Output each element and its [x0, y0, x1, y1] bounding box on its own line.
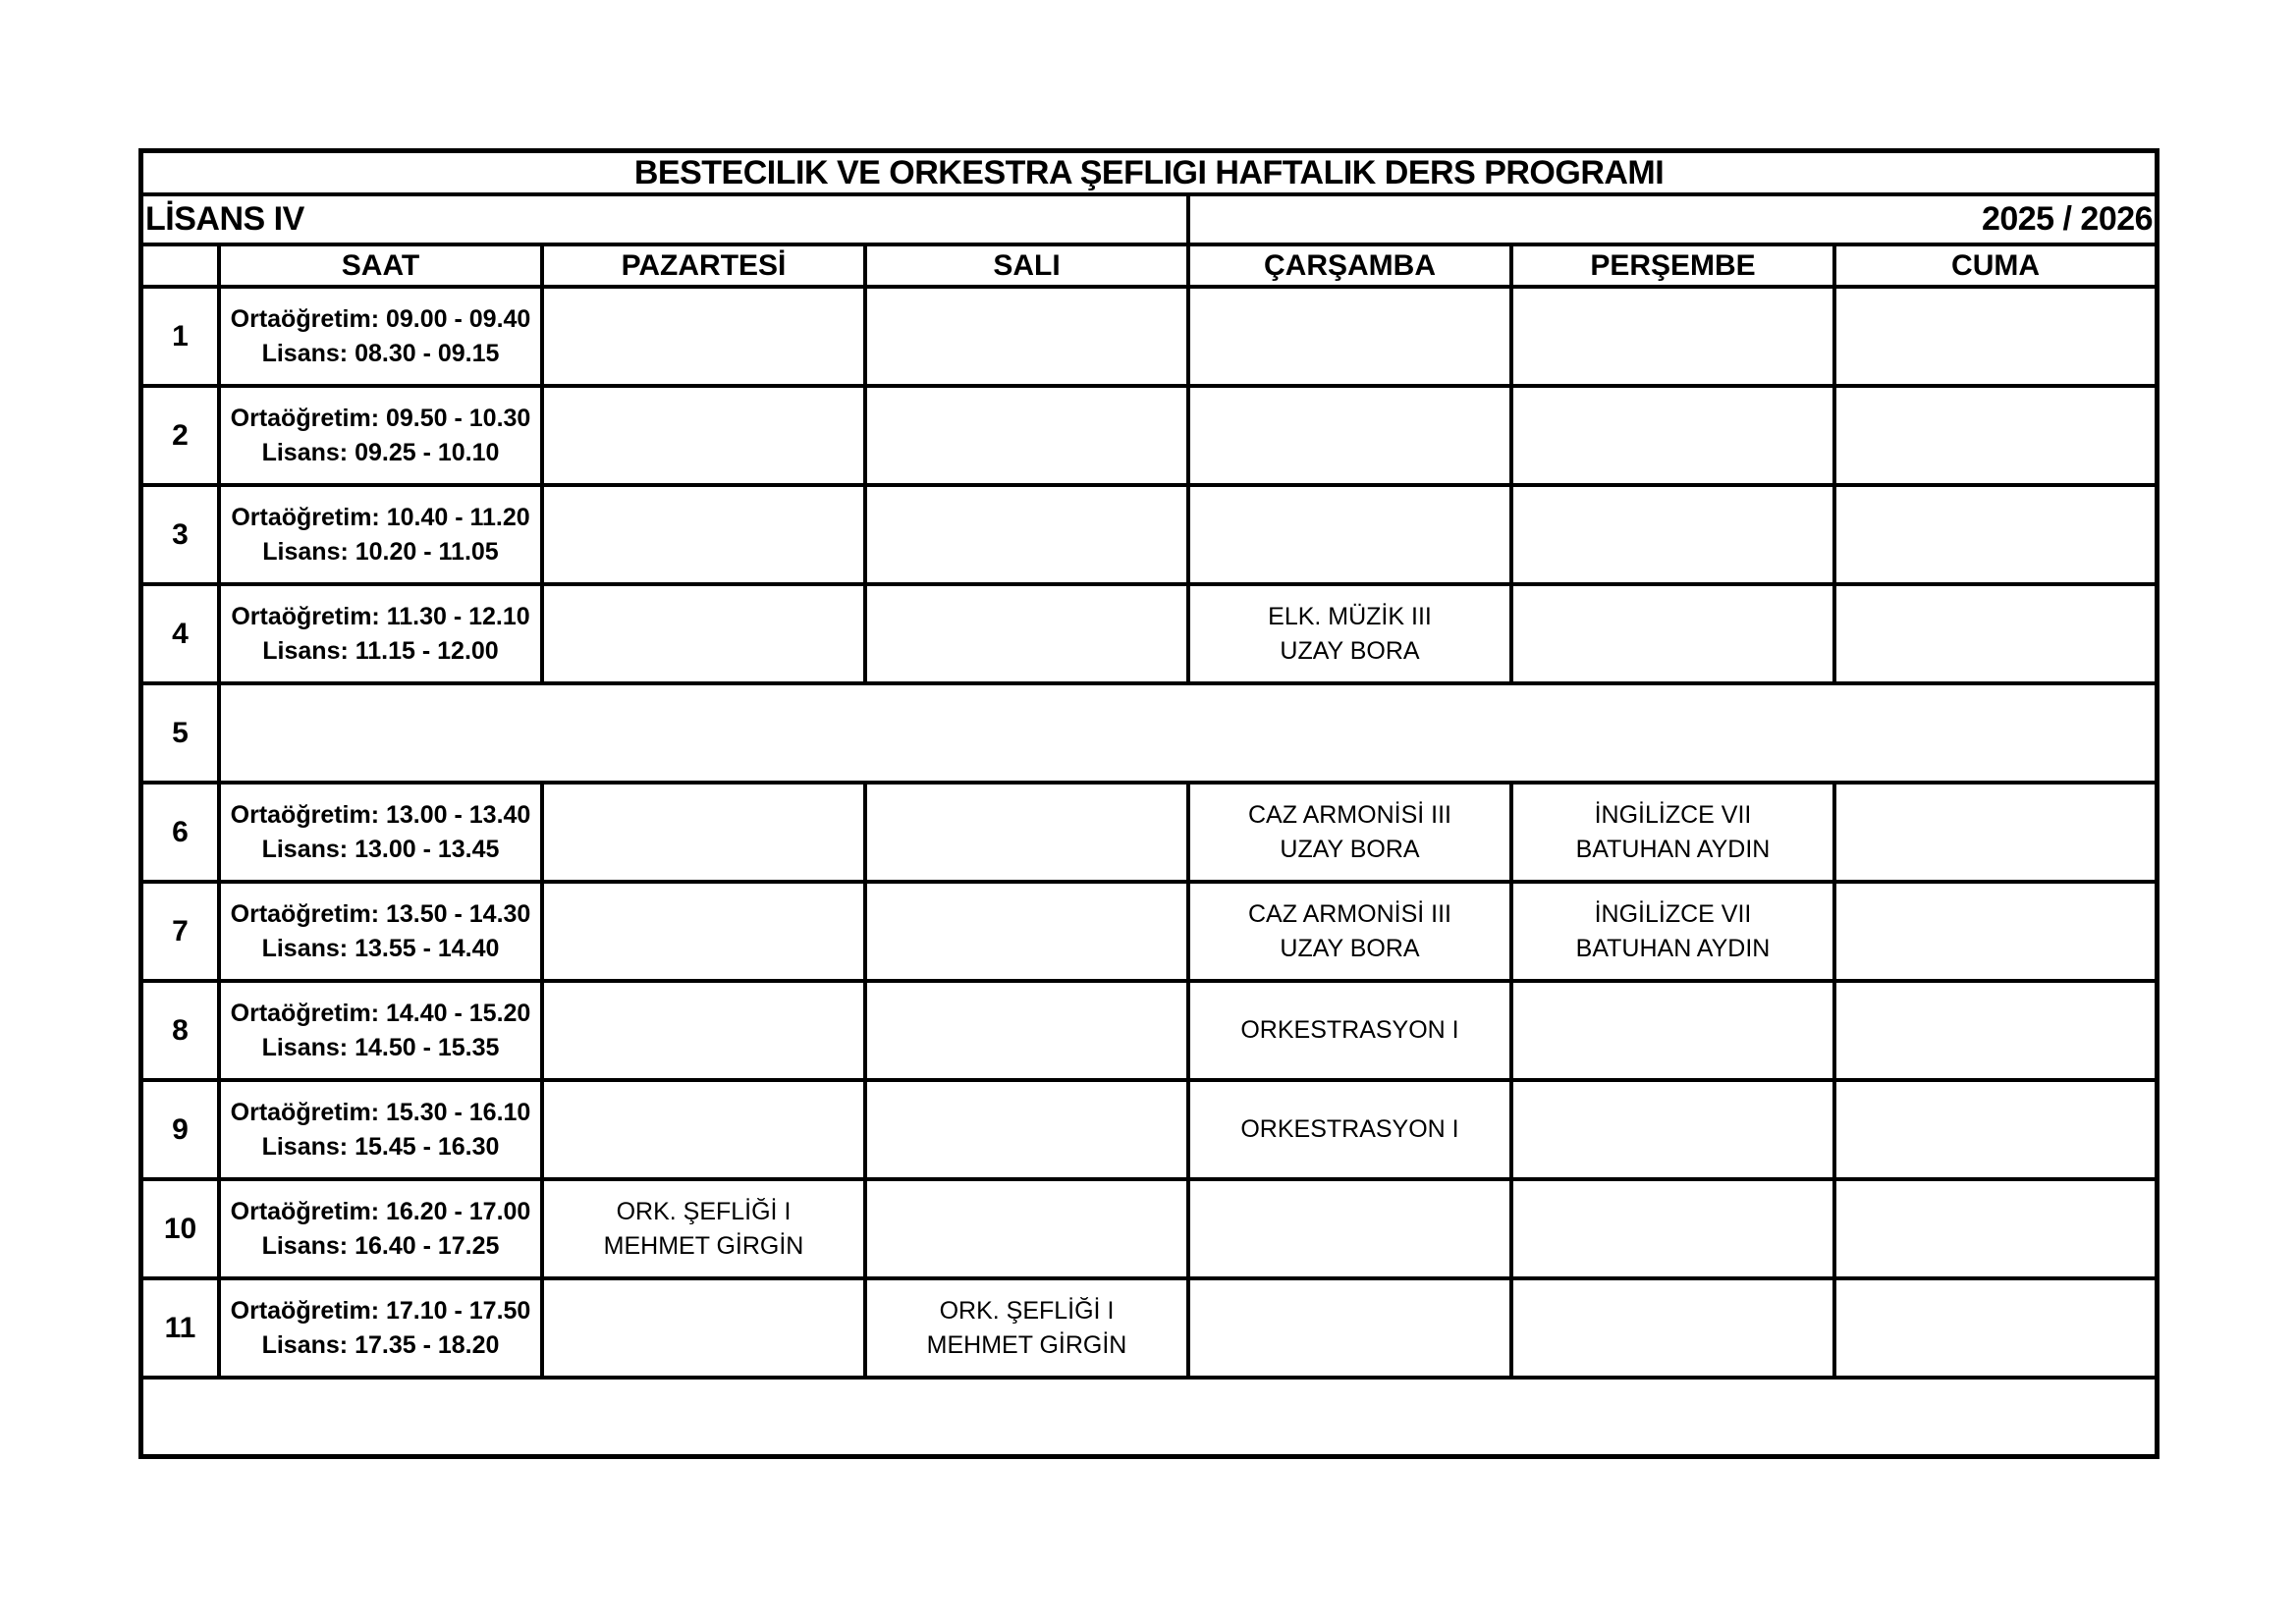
undergraduate-time: Lisans: 13.55 - 14.40: [261, 934, 500, 962]
time-cell: [219, 882, 542, 981]
course-cell: [1188, 584, 1511, 683]
course-cell: [1511, 783, 1834, 882]
period-number: 9: [143, 1080, 219, 1179]
course-cell: [1511, 1179, 1834, 1278]
secondary-school-time: Ortaöğretim: 13.00 - 13.40: [230, 800, 531, 829]
header-day: SALI: [865, 244, 1188, 287]
secondary-school-time: Ortaöğretim: 09.00 - 09.40: [230, 304, 531, 333]
course-cell: [1188, 287, 1511, 386]
lesson-row: [143, 1080, 2155, 1179]
undergraduate-time: Lisans: 08.30 - 09.15: [261, 339, 500, 367]
course-cell: [542, 485, 865, 584]
period-number: 10: [143, 1179, 219, 1278]
undergraduate-time: Lisans: 10.20 - 11.05: [262, 537, 499, 566]
course-cell: [1834, 1080, 2155, 1179]
instructor-name: BATUHAN AYDIN: [1575, 934, 1771, 962]
course-cell: [1834, 287, 2155, 386]
time-cell: [219, 386, 542, 485]
course-cell: [1188, 386, 1511, 485]
lesson-row: [143, 981, 2155, 1080]
course-cell: [542, 1179, 865, 1278]
course-cell: [865, 981, 1188, 1080]
course-cell: [1834, 981, 2155, 1080]
course-name: İNGİLİZCE VII: [1594, 899, 1752, 928]
course-cell: [1511, 1278, 1834, 1378]
course-cell: [1834, 584, 2155, 683]
course-name: ORK. ŞEFLİĞİ I: [616, 1197, 792, 1225]
course-cell: [1188, 882, 1511, 981]
course-cell: [1834, 783, 2155, 882]
title-row: [143, 153, 2155, 194]
course-cell: [865, 584, 1188, 683]
lesson-row: [143, 287, 2155, 386]
header-day: PERŞEMBE: [1511, 244, 1834, 287]
period-number: 6: [143, 783, 219, 882]
course-cell: [542, 783, 865, 882]
course-name: ORK. ŞEFLİĞİ I: [939, 1296, 1115, 1325]
course-cell: [1188, 981, 1511, 1080]
period-number: 2: [143, 386, 219, 485]
course-cell: [1511, 386, 1834, 485]
header-corner: [143, 244, 219, 287]
academic-year: 2025 / 2026: [1188, 194, 2155, 244]
header-saat: SAAT: [219, 244, 542, 287]
time-cell: [219, 783, 542, 882]
program-label: LİSANS IV: [143, 194, 1188, 244]
undergraduate-time: Lisans: 14.50 - 15.35: [261, 1033, 500, 1061]
page-title: BESTECILIK VE ORKESTRA ŞEFLIGI HAFTALIK DERS PROGRAMI: [143, 153, 2155, 194]
period-number: 3: [143, 485, 219, 584]
course-cell: [542, 981, 865, 1080]
course-cell: [1188, 783, 1511, 882]
info-row: [143, 194, 2155, 244]
period-number: 4: [143, 584, 219, 683]
schedule-table: [143, 153, 2155, 1454]
course-cell: [865, 1080, 1188, 1179]
time-cell: [219, 287, 542, 386]
course-cell: [1511, 981, 1834, 1080]
lesson-row: [143, 584, 2155, 683]
undergraduate-time: Lisans: 11.15 - 12.00: [262, 636, 499, 665]
footer-row: [143, 1378, 2155, 1454]
course-cell: [1834, 1179, 2155, 1278]
course-name: ELK. MÜZİK III: [1268, 602, 1432, 630]
course-cell: [542, 287, 865, 386]
period-number: 11: [143, 1278, 219, 1378]
course-cell: [865, 783, 1188, 882]
time-cell: [219, 1278, 542, 1378]
course-name: CAZ ARMONİSİ III: [1248, 800, 1451, 829]
secondary-school-time: Ortaöğretim: 13.50 - 14.30: [230, 899, 531, 928]
course-cell: [1511, 485, 1834, 584]
time-cell: [219, 1179, 542, 1278]
header-day: PAZARTESİ: [542, 244, 865, 287]
undergraduate-time: Lisans: 09.25 - 10.10: [261, 438, 500, 466]
course-cell: [542, 1278, 865, 1378]
instructor-name: UZAY BORA: [1280, 636, 1420, 665]
course-cell: [865, 386, 1188, 485]
secondary-school-time: Ortaöğretim: 14.40 - 15.20: [230, 999, 531, 1027]
course-cell: [1511, 584, 1834, 683]
header-day: CUMA: [1834, 244, 2155, 287]
period-number: 5: [143, 683, 219, 783]
course-cell: [1834, 882, 2155, 981]
undergraduate-time: Lisans: 16.40 - 17.25: [261, 1231, 500, 1260]
course-cell: [865, 485, 1188, 584]
course-cell: [1511, 882, 1834, 981]
lesson-row: [143, 386, 2155, 485]
instructor-name: MEHMET GİRGİN: [926, 1330, 1127, 1359]
course-cell: [542, 882, 865, 981]
course-cell: [865, 882, 1188, 981]
instructor-name: UZAY BORA: [1280, 835, 1420, 863]
course-cell: [865, 1179, 1188, 1278]
secondary-school-time: Ortaöğretim: 11.30 - 12.10: [231, 602, 530, 630]
lesson-row: [143, 783, 2155, 882]
period-number: 7: [143, 882, 219, 981]
secondary-school-time: Ortaöğretim: 10.40 - 11.20: [231, 503, 530, 531]
lesson-row: [143, 485, 2155, 584]
course-cell: [865, 287, 1188, 386]
header-row: [143, 244, 2155, 287]
course-cell: [1188, 485, 1511, 584]
instructor-name: BATUHAN AYDIN: [1575, 835, 1771, 863]
secondary-school-time: Ortaöğretim: 17.10 - 17.50: [230, 1296, 531, 1325]
course-name: ORKESTRASYON I: [1240, 1016, 1459, 1044]
course-cell: [1511, 1080, 1834, 1179]
undergraduate-time: Lisans: 13.00 - 13.45: [261, 835, 500, 863]
time-cell: [219, 1080, 542, 1179]
time-cell: [219, 584, 542, 683]
instructor-name: MEHMET GİRGİN: [603, 1231, 804, 1260]
undergraduate-time: Lisans: 17.35 - 18.20: [261, 1330, 500, 1359]
header-day: ÇARŞAMBA: [1188, 244, 1511, 287]
course-cell: [1834, 485, 2155, 584]
course-cell: [542, 1080, 865, 1179]
course-cell: [1188, 1278, 1511, 1378]
course-cell: [542, 584, 865, 683]
break-row: [143, 683, 2155, 783]
course-cell: [1188, 1179, 1511, 1278]
undergraduate-time: Lisans: 15.45 - 16.30: [261, 1132, 500, 1161]
time-cell: [219, 485, 542, 584]
time-cell: [219, 981, 542, 1080]
course-cell: [1834, 386, 2155, 485]
instructor-name: UZAY BORA: [1280, 934, 1420, 962]
course-cell: [1834, 1278, 2155, 1378]
course-name: ORKESTRASYON I: [1240, 1115, 1459, 1143]
secondary-school-time: Ortaöğretim: 16.20 - 17.00: [230, 1197, 531, 1225]
schedule-sheet: [138, 148, 2159, 1459]
period-number: 8: [143, 981, 219, 1080]
course-name: CAZ ARMONİSİ III: [1248, 899, 1451, 928]
course-cell: [1511, 287, 1834, 386]
secondary-school-time: Ortaöğretim: 15.30 - 16.10: [230, 1098, 531, 1126]
course-cell: [865, 1278, 1188, 1378]
lesson-row: [143, 1179, 2155, 1278]
course-name: İNGİLİZCE VII: [1594, 800, 1752, 829]
secondary-school-time: Ortaöğretim: 09.50 - 10.30: [230, 404, 531, 432]
course-cell: [1188, 1080, 1511, 1179]
lesson-row: [143, 1278, 2155, 1378]
footer-cell: [143, 1378, 2155, 1454]
break-cell: [219, 683, 2155, 783]
course-cell: [542, 386, 865, 485]
lesson-row: [143, 882, 2155, 981]
period-number: 1: [143, 287, 219, 386]
